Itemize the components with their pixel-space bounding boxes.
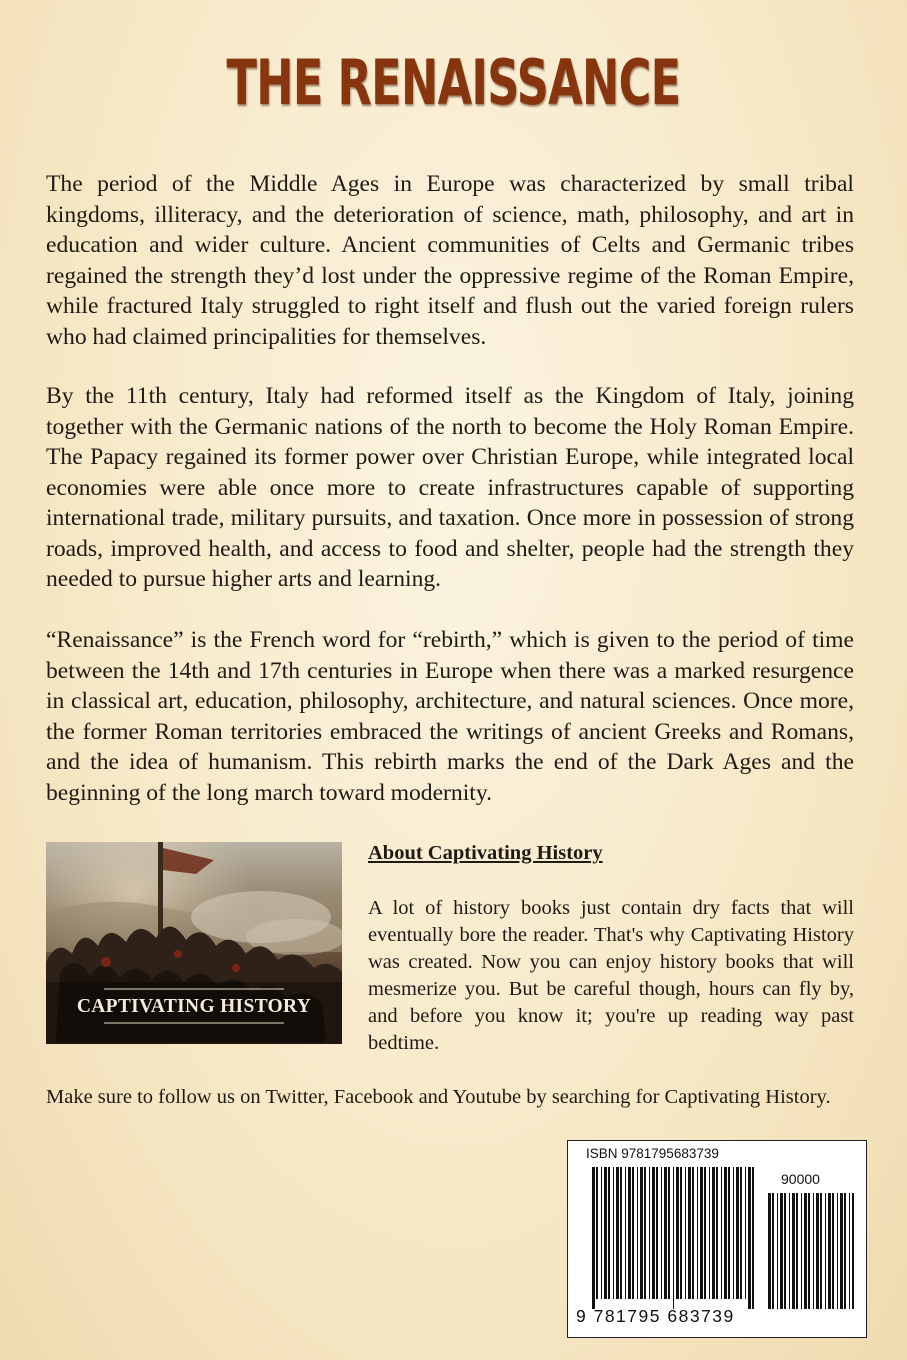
barcode-bar-14 <box>649 1167 650 1299</box>
barcode-bar-28 <box>704 1167 706 1299</box>
barcode-bar-4 <box>784 1193 786 1309</box>
barcode-bar-20 <box>849 1193 850 1309</box>
barcode-bar-0 <box>592 1167 595 1309</box>
barcode-bar-7 <box>620 1167 622 1299</box>
barcode-bar-3 <box>604 1167 607 1299</box>
barcode-bar-9 <box>804 1193 807 1309</box>
barcode-bar-22 <box>680 1167 682 1299</box>
barcode-bar-13 <box>820 1193 822 1309</box>
social-follow-text: Make sure to follow us on Twitter, Facebook and Youtube by searching for Captivating History. <box>46 1086 831 1108</box>
barcode-bar-6 <box>616 1167 619 1299</box>
barcode-bar-8 <box>625 1167 626 1299</box>
barcode-bar-38 <box>745 1167 746 1299</box>
barcode-bar-12 <box>816 1193 819 1309</box>
barcode-bar-16 <box>656 1167 658 1299</box>
barcode-bar-6 <box>792 1193 795 1309</box>
barcode-bar-12 <box>640 1167 643 1299</box>
barcode-bar-30 <box>712 1167 715 1299</box>
barcode-bar-15 <box>828 1193 831 1309</box>
barcode-bar-19 <box>844 1193 846 1309</box>
barcode-bar-23 <box>685 1167 686 1299</box>
barcode-bar-18 <box>664 1167 667 1299</box>
description-paragraph-2: By the 11th century, Italy had reformed itself as the Kingdom of Italy, joining together with the Germanic nations of the north to become the Holy Roman Empire. The Papacy regained its former power over Christian Europe, while integrated local economies were able once more to create infrastructures capable of supporting international trade, military pursuits, and taxation. Once more in possession of strong roads, improved health, and access to food and shelter, people had the strength they needed to pursue higher arts and learning. <box>46 383 854 592</box>
publisher-logo-image <box>46 842 342 1044</box>
barcode-bar-14 <box>825 1193 826 1309</box>
barcode-bar-37 <box>740 1167 742 1299</box>
barcode-bar-17 <box>837 1193 838 1309</box>
isbn-barcode <box>567 1140 867 1338</box>
barcode-bar-35 <box>733 1167 734 1299</box>
barcode-bar-4 <box>608 1167 610 1299</box>
barcode-bar-16 <box>832 1193 834 1309</box>
barcode-bar-32 <box>721 1167 722 1299</box>
barcode-bar-5 <box>613 1167 614 1299</box>
barcode-bar-9 <box>628 1167 631 1299</box>
barcode-bar-33 <box>724 1167 727 1299</box>
price-code: 90000 <box>781 1171 820 1187</box>
isbn-label: ISBN 9781795683739 <box>586 1146 719 1161</box>
barcode-bar-0 <box>768 1193 771 1309</box>
barcode-bar-10 <box>632 1167 634 1299</box>
barcode-bar-19 <box>668 1167 670 1299</box>
barcode-bar-20 <box>673 1167 674 1309</box>
description-paragraph-3: “Renaissance” is the French word for “rebirth,” which is given to the period of time between the 14th and 17th centuries in Europe when there was a marked resurgence in classical art, education, philosophy, architecture, and natural sciences. Once more, the former Roman territories embraced the writings of ancient Greeks and Romans, and the idea of humanism. This rebirth marks the end of the Dark Ages and the beginning of the long march toward modernity. <box>46 627 854 806</box>
barcode-bar-25 <box>692 1167 694 1299</box>
barcode-bar-5 <box>789 1193 790 1309</box>
about-heading: About Captivating History <box>368 842 603 864</box>
barcode-bar-17 <box>661 1167 662 1299</box>
barcode-bar-34 <box>728 1167 730 1299</box>
book-title: THE RENAISSANCE <box>226 46 681 119</box>
barcode-bar-15 <box>652 1167 655 1299</box>
isbn-digits: 9 781795 683739 <box>576 1306 735 1326</box>
barcode-bar-36 <box>736 1167 739 1299</box>
barcode-bar-2 <box>777 1193 778 1309</box>
description-paragraph-1: The period of the Middle Ages in Europe was characterized by small tribal kingdoms, illiteracy, and the deterioration of science, math, philosophy, and art in education and wider culture. Ancient communities of Celts and Germanic tribes regained the strength they’d lost under the oppressive regime of the Roman Empire, while fractured Italy struggled to right itself and flush out the varied foreign rulers who had claimed principalities for themselves. <box>46 171 854 350</box>
barcode-bar-1 <box>772 1193 774 1309</box>
barcode-bar-1 <box>596 1167 598 1299</box>
barcode-bar-10 <box>808 1193 810 1309</box>
barcode-bar-11 <box>813 1193 814 1309</box>
barcode-bar-24 <box>688 1167 691 1299</box>
publisher-logo-text: CAPTIVATING HISTORY <box>76 996 312 1017</box>
barcode-bar-21 <box>852 1193 854 1309</box>
barcode-bar-29 <box>709 1167 710 1299</box>
barcode-bar-26 <box>697 1167 698 1299</box>
barcode-bar-7 <box>796 1193 798 1309</box>
barcode-bar-3 <box>780 1193 783 1309</box>
about-text: A lot of history books just contain dry facts that will eventually bore the reader. That's why Captivating History was created. Now you can enjoy history books that will mesmerize you. But be careful though, hours can fly by, and before you know it; you're up reading way past bedtime. <box>368 897 854 1054</box>
barcode-bar-11 <box>637 1167 638 1299</box>
barcode-bar-40 <box>752 1167 754 1309</box>
barcode-bar-31 <box>716 1167 718 1299</box>
barcode-bar-18 <box>840 1193 843 1309</box>
barcode-bar-27 <box>700 1167 703 1299</box>
barcode-bar-21 <box>676 1167 679 1299</box>
barcode-bar-2 <box>601 1167 602 1299</box>
barcode-bar-39 <box>748 1167 751 1309</box>
barcode-bar-13 <box>644 1167 646 1299</box>
barcode-bar-8 <box>801 1193 802 1309</box>
